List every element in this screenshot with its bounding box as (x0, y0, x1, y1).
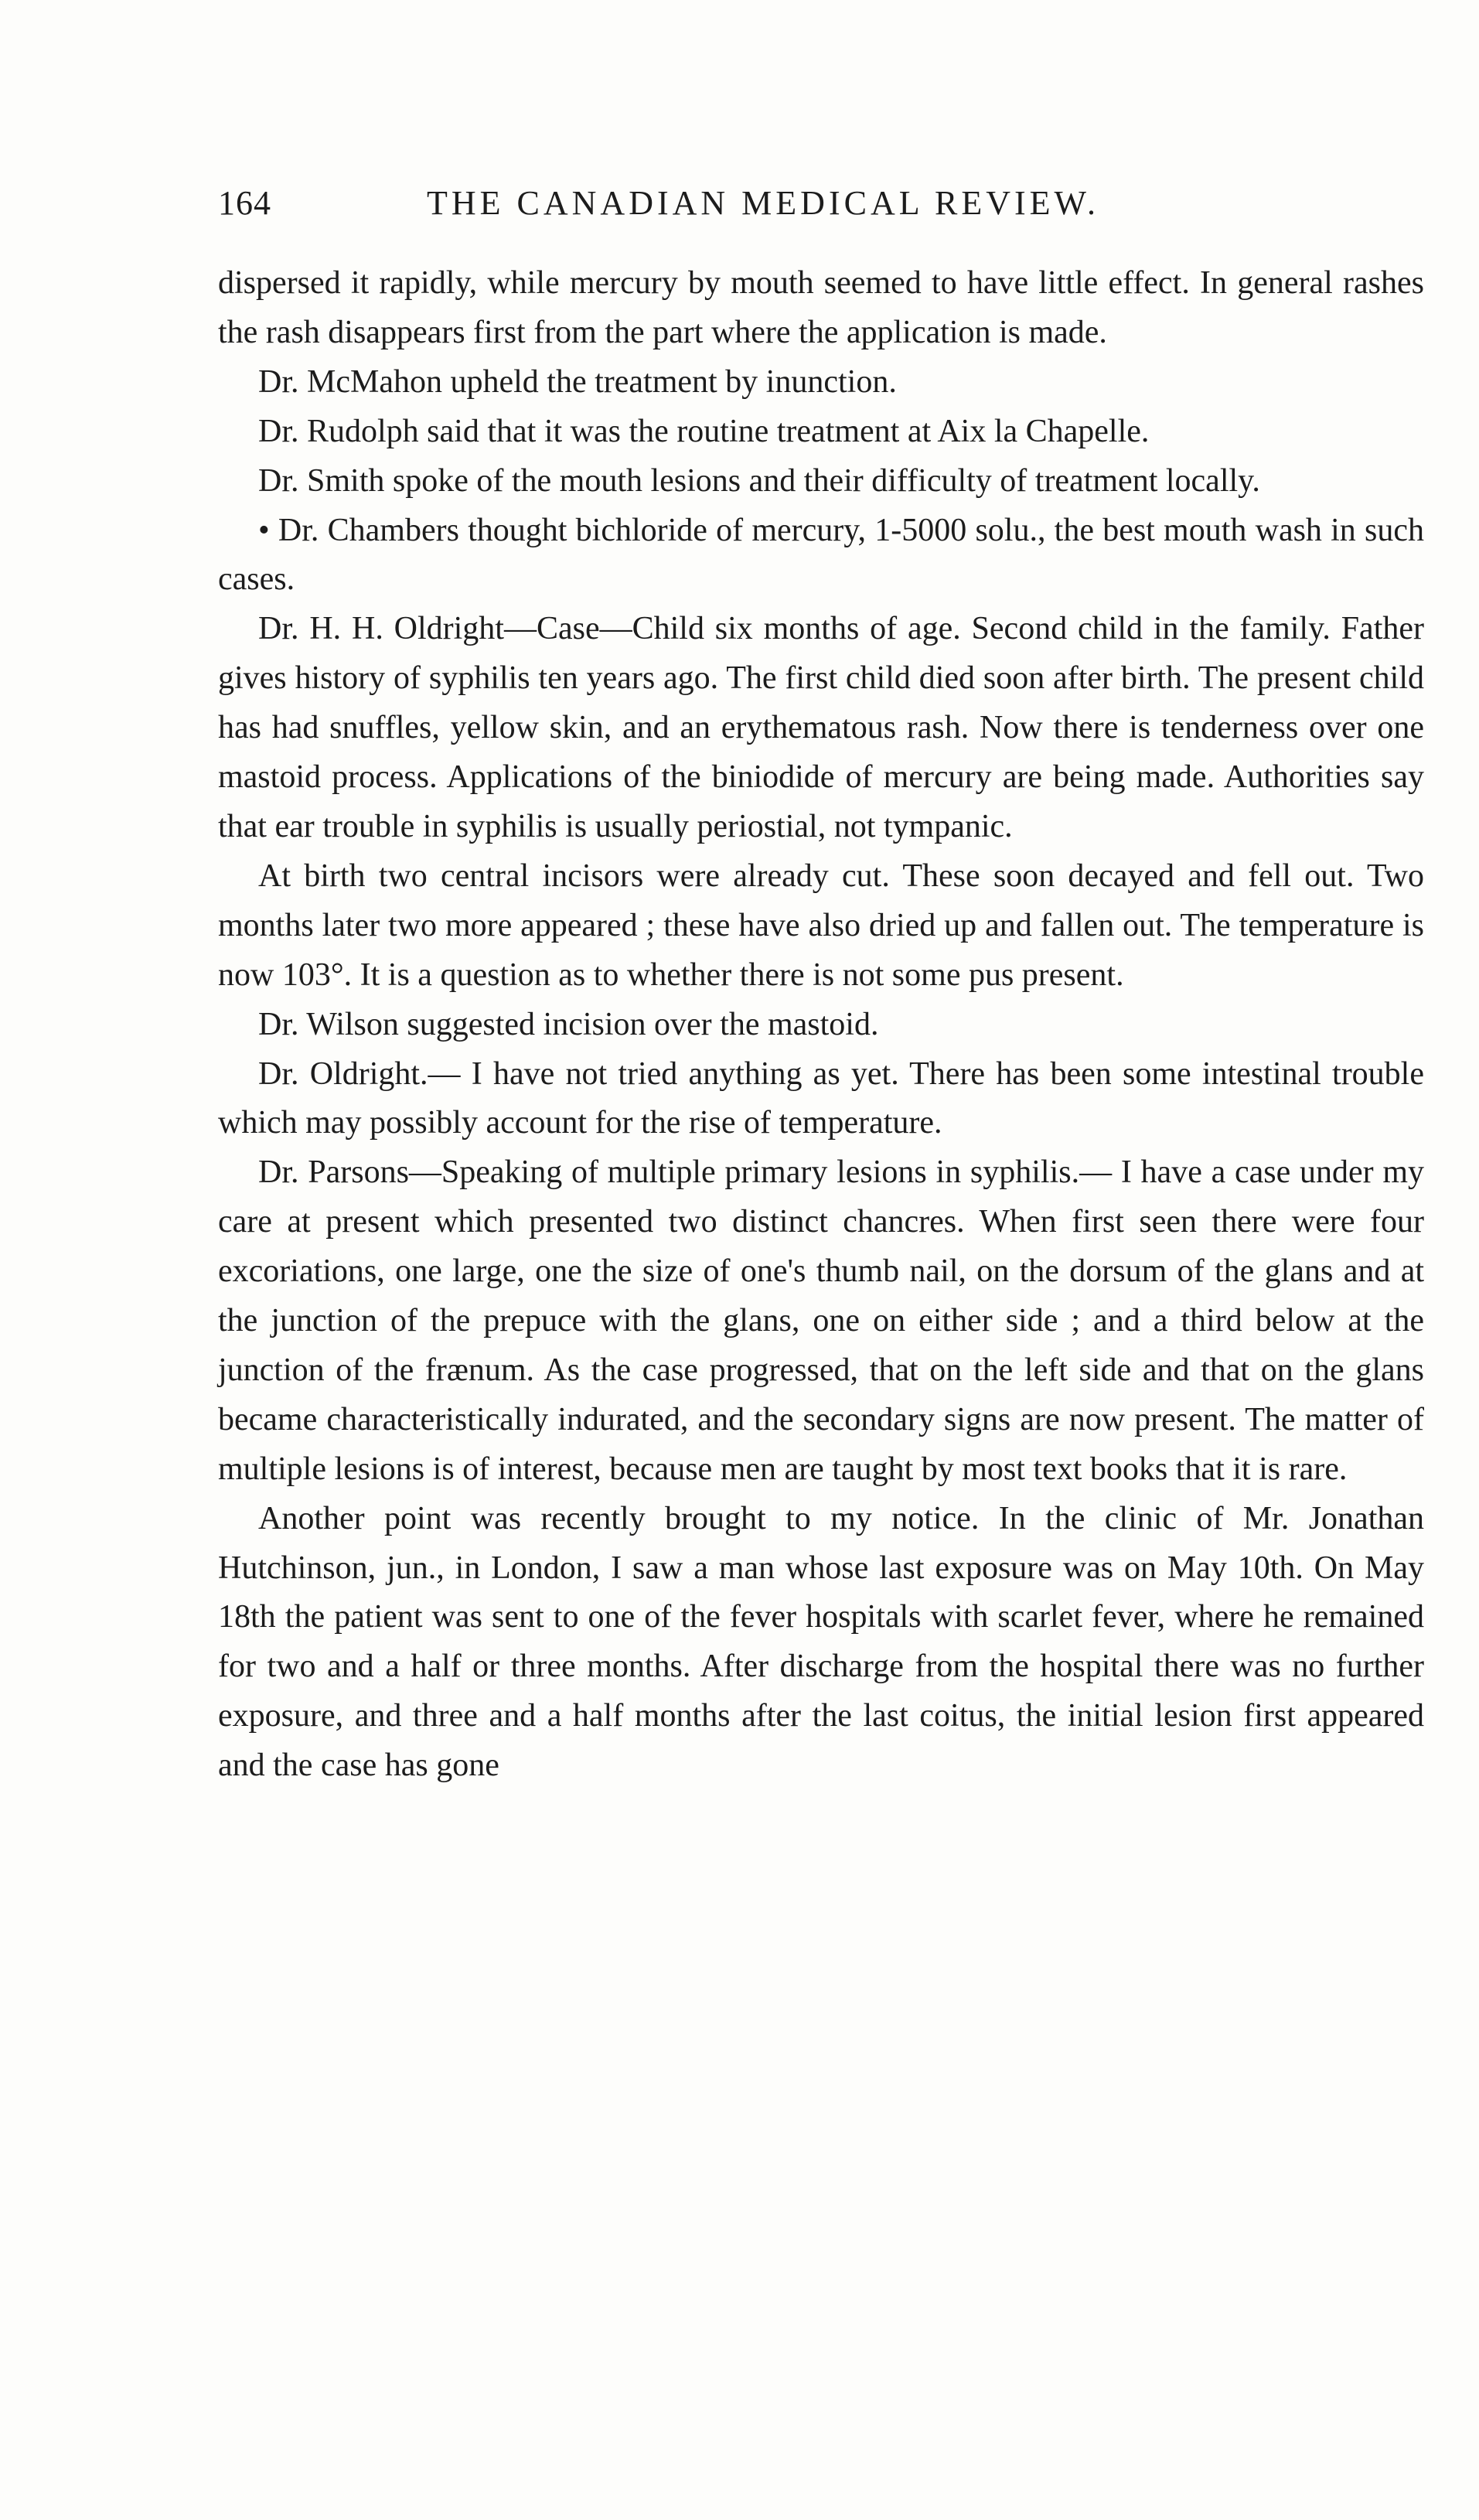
page-header (218, 176, 1424, 230)
paragraph: At birth two central incisors were already cut. These soon decayed and fell out. Two months later two more appeared ; these have also dried up and fallen out. The temperature is now 103°. It is a question as to whether there is not some pus present. (218, 858, 1424, 993)
paragraph: Dr. Wilson suggested incision over the mastoid. (258, 1006, 879, 1042)
paragraph: Dr. Parsons—Speaking of multiple primary lesions in syphilis.— I have a case under my care at present which presented two distinct chancres. When first seen there were four excoriations, one large, one the size of one's thumb nail, on the dorsum of the glans and at the junction of the prepuce with the glans, one on either side ; and a third below at the junction of the frænum. As the case progressed, that on the left side and that on the glans became characteristically indurated, and the secondary signs are now present. The matter of multiple lesions is of interest, because men are taught by most text books that it is rare. (218, 1154, 1424, 1487)
paragraph: Another point was recently brought to my notice. In the clinic of Mr. Jonathan Hutchinson, jun., in London, I saw a man whose last exposure was on May 10th. On May 18th the patient was sent to one of the fever hospitals with scarlet fever, where he remained for two and a half or three months. After discharge from the hospital there was no further exposure, and three and a half months after the last coitus, the initial lesion first appeared and the case has gone (218, 1500, 1424, 1784)
paragraph: Dr. Rudolph said that it was the routine treatment at Aix la Chapelle. (258, 413, 1150, 449)
paragraph: Dr. H. H. Oldright—Case—Child six months of age. Second child in the family. Father gives history of syphilis ten years ago. The first child died soon after birth. The present child has had snuffles, yellow skin, and an erythematous rash. Now there is tenderness over one mastoid process. Applications of the biniodide of mercury are being made. Authorities say that ear trouble in syphilis is usually periostial, not tympanic. (218, 611, 1424, 844)
body-text (218, 259, 1424, 1791)
page-number: 164 (218, 184, 271, 222)
paragraph: Dr. Smith spoke of the mouth lesions and their difficulty of treatment locally. (258, 462, 1260, 499)
paragraph: Dr. McMahon upheld the treatment by inunction. (258, 363, 897, 400)
running-title: THE CANADIAN MEDICAL REVIEW. (427, 184, 1099, 222)
paragraph: Dr. Oldright.— I have not tried anything as yet. There has been some intestinal trouble which may possibly account for the rise of temperature. (218, 1055, 1424, 1141)
paragraph: • Dr. Chambers thought bichloride of mercury, 1-5000 solu., the best mouth wash in such cases. (218, 512, 1424, 598)
paragraph: dispersed it rapidly, while mercury by mouth seemed to have little effect. In general rashes the rash disappears first from the part where the application is made. (218, 265, 1424, 350)
